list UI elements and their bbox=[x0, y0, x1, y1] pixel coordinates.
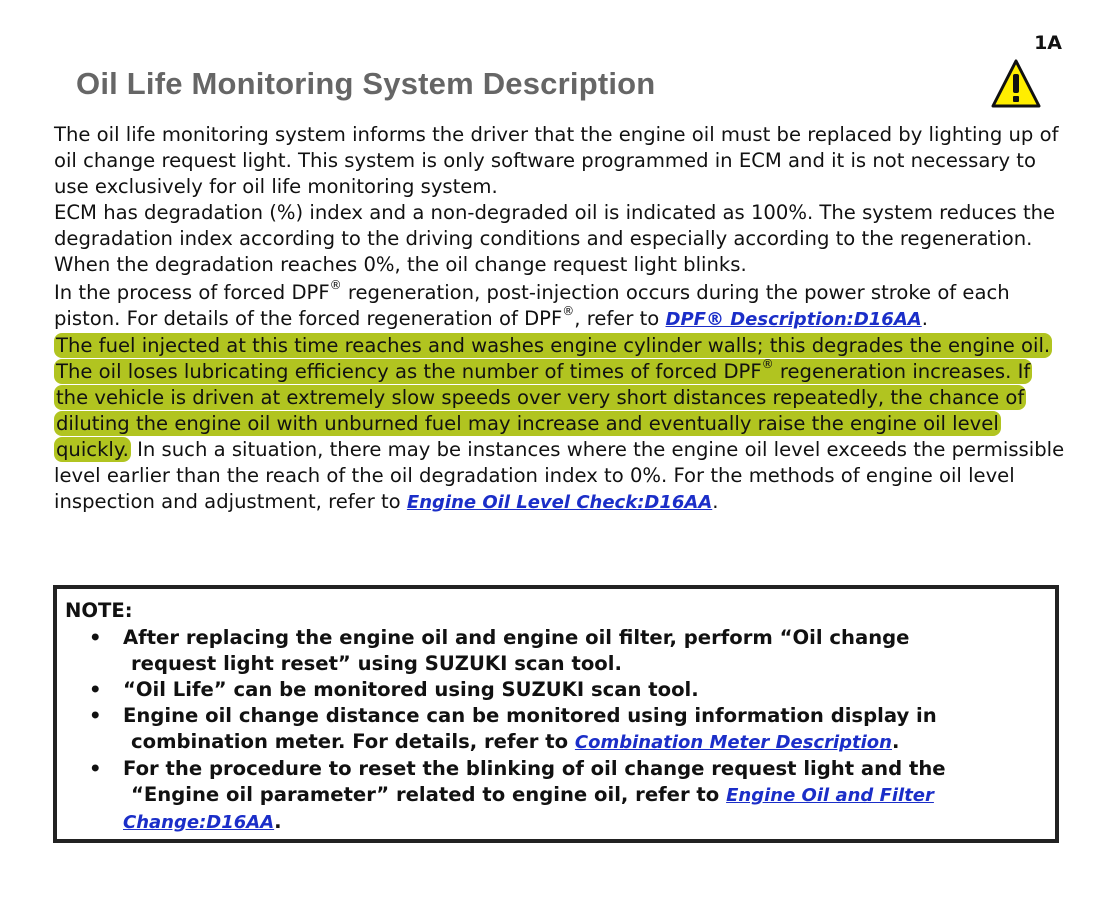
period: . bbox=[274, 810, 282, 833]
note-item-continuation bbox=[123, 730, 899, 753]
registered-mark: ® bbox=[562, 304, 575, 319]
period: . bbox=[892, 730, 900, 753]
highlight-text-b: regeneration increases. If the vehicle is driven at extremely slow speeds over very short distances repeatedly, the chance of diluting the engine oil with unburned fuel may increase and eventually raise the engine oil level quickly. bbox=[56, 360, 1031, 461]
note-item bbox=[81, 756, 1011, 836]
bullet-icon: • bbox=[89, 626, 102, 649]
registered-mark: ® bbox=[329, 278, 342, 293]
paragraph-fuel-dilution bbox=[54, 333, 1066, 516]
note-item-text: “Oil Life” can be monitored using SUZUKI scan tool. bbox=[123, 678, 699, 701]
note-item-continuation bbox=[123, 783, 934, 833]
highlight-text-a: The fuel injected at this time reaches and washes engine cylinder walls; this degrades the engine oil. The oil loses lubricating efficiency as the number of times of forced DPF bbox=[56, 334, 1051, 383]
bullet-icon: • bbox=[89, 757, 102, 780]
note-item-text: “Engine oil parameter” related to engine oil, refer to bbox=[131, 783, 727, 806]
engine-oil-level-check-link[interactable]: Engine Oil Level Check:D16AA bbox=[406, 492, 713, 513]
bullet-icon: • bbox=[89, 704, 102, 727]
dpf-description-link[interactable]: DPF® Description:D16AA bbox=[665, 309, 922, 330]
note-item-text: request light reset” using SUZUKI scan tool. bbox=[131, 652, 622, 675]
note-item bbox=[81, 677, 1011, 703]
dpf-text-b: regeneration, post-injection occurs during the power stroke of each piston. For details of the forced regeneration of DPF bbox=[54, 281, 1010, 330]
engine-oil-filter-change-link[interactable]: Engine Oil and Filter Change:D16AA bbox=[123, 785, 934, 833]
fuel-dilution-rest: In such a situation, there may be instances where the engine oil level exceeds the permissible level earlier than the reach of the oil degradation index to 0%. For the methods of engine oil level inspection and adjustment, refer to bbox=[54, 438, 1065, 513]
description-body bbox=[54, 122, 1066, 516]
paragraph-intro: The oil life monitoring system informs the driver that the engine oil must be replaced by lighting up of oil change request light. This system is only software programmed in ECM and it is not necessary to use exclusively for oil life monitoring system. bbox=[54, 123, 1059, 198]
dpf-text-a: In the process of forced DPF bbox=[54, 281, 330, 304]
paragraph-degradation: ECM has degradation (%) index and a non-degraded oil is indicated as 100%. The system reduces the degradation index according to the driving conditions and especially according to the regeneration. When the degradation reaches 0%, the oil change request light blinks. bbox=[54, 201, 1056, 276]
warning-icon bbox=[990, 58, 1042, 110]
note-item-text: After replacing the engine oil and engine oil filter, perform “Oil change bbox=[123, 626, 910, 649]
dpf-text-c: , refer to bbox=[574, 307, 666, 330]
registered-mark: ® bbox=[761, 357, 774, 372]
note-item bbox=[81, 625, 1011, 677]
combination-meter-description-link[interactable]: Combination Meter Description bbox=[574, 732, 892, 753]
bullet-icon: • bbox=[89, 678, 102, 701]
note-box bbox=[53, 585, 1059, 843]
note-item-text: combination meter. For details, refer to bbox=[131, 730, 575, 753]
note-label: NOTE: bbox=[65, 599, 133, 622]
note-item bbox=[81, 703, 1011, 756]
note-item-text: Engine oil change distance can be monitored using information display in bbox=[123, 704, 937, 727]
period: . bbox=[712, 490, 719, 513]
period: . bbox=[921, 307, 928, 330]
note-item-text: For the procedure to reset the blinking of oil change request light and the bbox=[123, 757, 946, 780]
note-list bbox=[81, 625, 1011, 836]
page-title: Oil Life Monitoring System Description bbox=[76, 66, 656, 101]
section-code: 1A bbox=[1034, 32, 1062, 54]
paragraph-dpf bbox=[54, 280, 1066, 333]
